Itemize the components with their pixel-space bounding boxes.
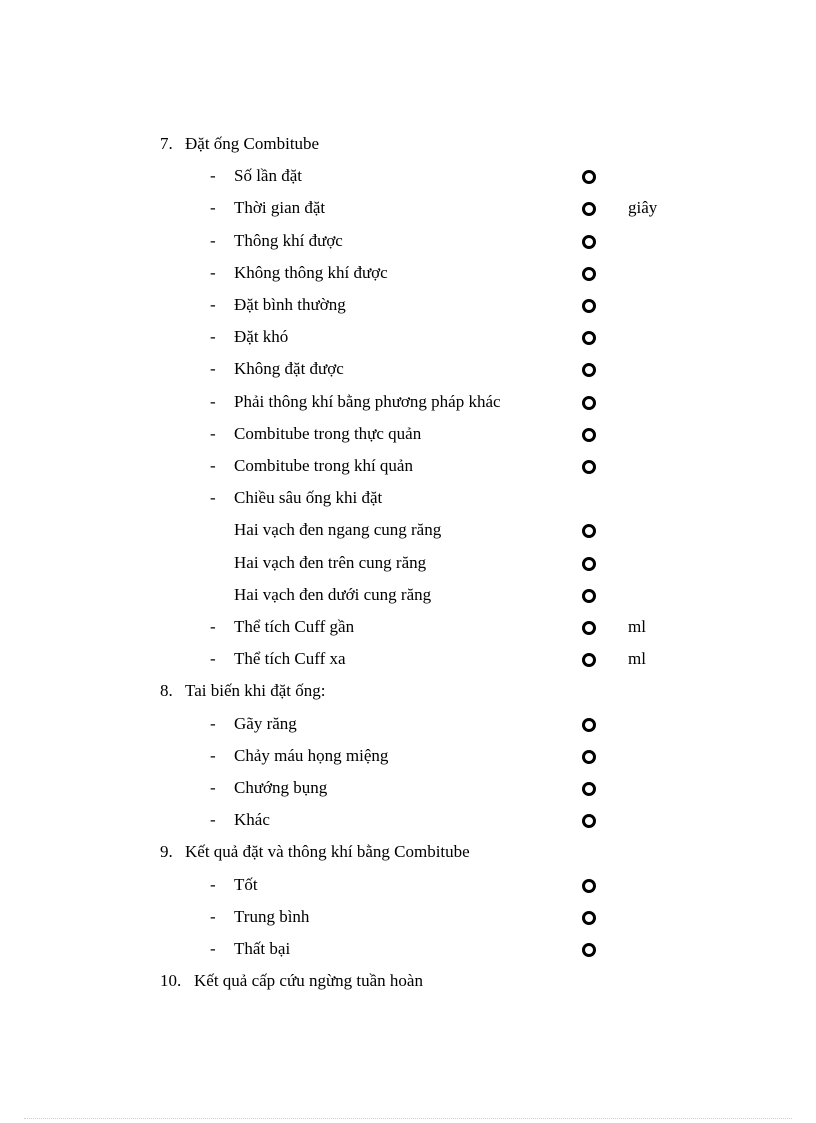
bullet-dash: - [210,295,216,314]
bullet-dash: - [210,391,216,411]
list-item [0,454,816,478]
list-item [0,551,816,575]
bullet-dash: - [210,939,216,958]
item-label: Hai vạch đen trên cung răng [234,552,427,572]
list-item [0,357,816,381]
item-label: Chiều sâu ống khi đặt [234,488,383,508]
item-label: Combitube trong thực quản [234,423,422,443]
list-item [0,518,816,542]
bullet-dash: - [210,230,216,250]
answer-circle[interactable] [582,782,596,796]
list-item [0,873,816,897]
answer-circle[interactable] [582,267,596,281]
bullet-dash: - [210,778,216,797]
answer-circle[interactable] [582,331,596,345]
bullet-dash: - [210,488,216,508]
list-item [0,261,816,285]
list-item [0,905,816,929]
section-title: Đặt ống Combitube [185,134,320,153]
list-item [0,229,816,253]
list-item [0,744,816,768]
bullet-dash: - [210,359,216,379]
bullet-dash: - [210,874,216,894]
bullet-dash: - [210,198,216,218]
item-label: Hai vạch đen ngang cung răng [234,520,442,540]
list-item [0,647,816,671]
section-title: Kết quả đặt và thông khí bằng Combitube [185,842,470,862]
item-label: Thể tích Cuff xa [234,649,346,669]
section-number: 10. [160,971,182,991]
answer-circle[interactable] [582,524,596,538]
answer-circle[interactable] [582,170,596,184]
item-label: Phải thông khí bằng phương pháp khác [234,391,501,411]
item-label: Thời gian đặt [234,198,326,218]
bullet-dash: - [210,745,216,765]
section-title: Tai biến khi đặt ống: [185,681,326,701]
item-label: Tốt [234,874,258,894]
unit-label: ml [628,649,646,669]
section-number: 9. [160,842,173,862]
unit-label: ml [628,617,646,636]
answer-circle[interactable] [582,879,596,893]
section-heading [0,969,816,993]
list-item [0,712,816,736]
item-label: Thông khí được [234,230,343,250]
item-label: Không thông khí được [234,262,388,282]
bullet-dash: - [210,456,216,475]
list-item [0,325,816,349]
list-item [0,776,816,800]
list-item [0,293,816,317]
section-number: 7. [160,134,173,153]
answer-circle[interactable] [582,943,596,957]
answer-circle[interactable] [582,299,596,313]
answer-circle[interactable] [582,653,596,667]
item-label: Combitube trong khí quản [234,456,413,475]
bullet-dash: - [210,906,216,926]
item-label: Số lần đặt [234,166,302,186]
item-label: Không đặt được [234,359,344,379]
item-label: Hai vạch đen dưới cung răng [234,584,432,604]
unit-label: giây [628,198,658,218]
bullet-dash: - [210,423,216,443]
answer-circle[interactable] [582,460,596,474]
list-item [0,422,816,446]
bullet-dash: - [210,649,216,669]
item-label: Trung bình [234,906,310,926]
section-number: 8. [160,681,173,701]
answer-circle[interactable] [582,621,596,635]
page-bottom-rule [24,1118,792,1119]
answer-circle[interactable] [582,750,596,764]
list-item [0,583,816,607]
item-label: Thất bại [234,939,291,958]
answer-circle[interactable] [582,428,596,442]
answer-circle[interactable] [582,589,596,603]
section-heading [0,840,816,864]
list-item [0,808,816,832]
list-item [0,196,816,220]
bullet-dash: - [210,262,216,282]
item-label: Gãy răng [234,713,297,733]
item-label: Khác [234,810,270,830]
item-label: Đặt bình thường [234,295,346,314]
section-heading [0,679,816,703]
list-item [0,390,816,414]
list-item [0,164,816,188]
answer-circle[interactable] [582,202,596,216]
bullet-dash: - [210,713,216,733]
item-label: Đặt khó [234,327,289,347]
answer-circle[interactable] [582,557,596,571]
answer-circle[interactable] [582,235,596,249]
list-item [0,615,816,639]
answer-circle[interactable] [582,363,596,377]
list-item [0,486,816,510]
answer-circle[interactable] [582,814,596,828]
item-label: Chảy máu họng miệng [234,745,389,765]
bullet-dash: - [210,617,216,636]
answer-circle[interactable] [582,396,596,410]
section-title: Kết quả cấp cứu ngừng tuần hoàn [194,971,423,991]
list-item [0,937,816,961]
bullet-dash: - [210,166,216,186]
item-label: Chướng bụng [234,778,328,797]
item-label: Thể tích Cuff gần [234,617,355,636]
bullet-dash: - [210,810,216,830]
answer-circle[interactable] [582,718,596,732]
section-heading [0,132,816,156]
bullet-dash: - [210,327,216,347]
answer-circle[interactable] [582,911,596,925]
